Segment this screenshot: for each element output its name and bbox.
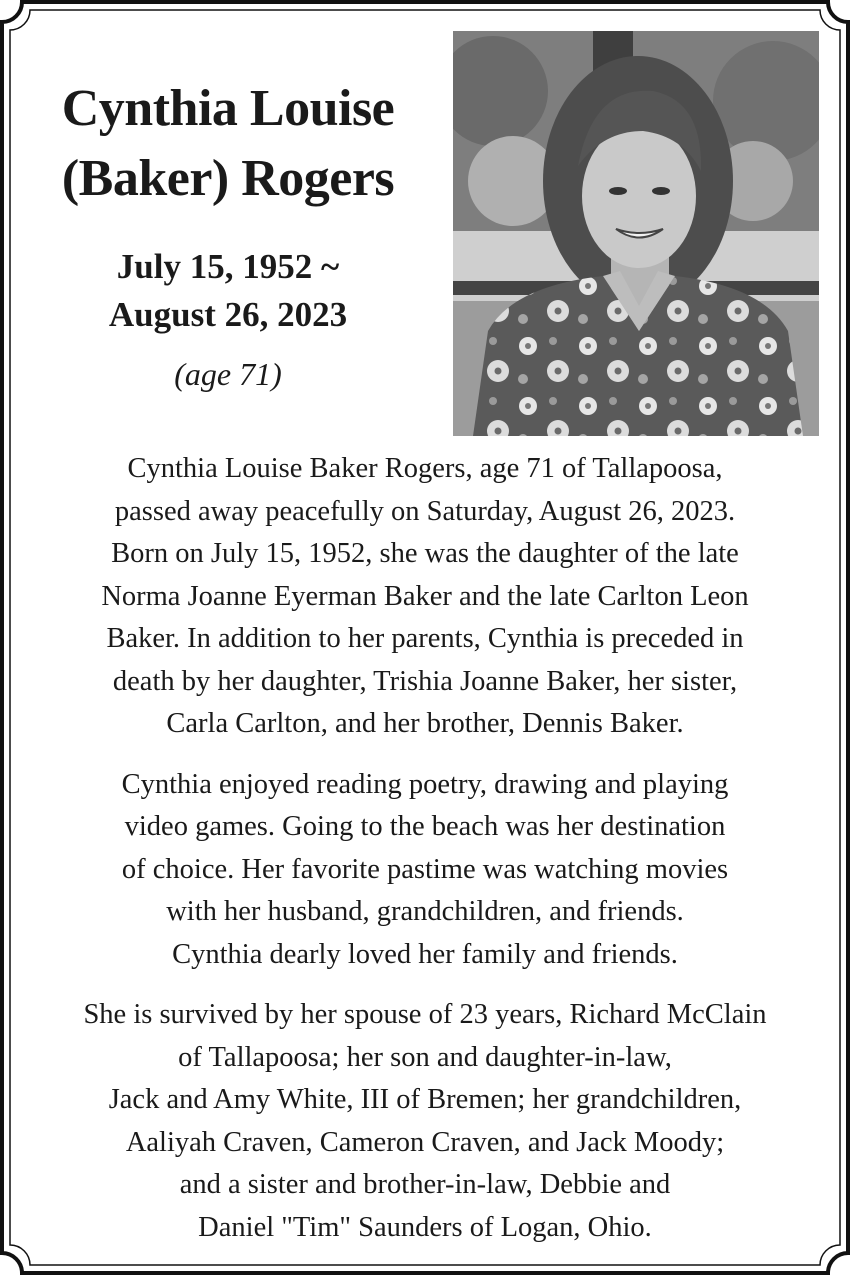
text-line: Cynthia Louise Baker Rogers, age 71 of Tallapoosa, bbox=[127, 453, 723, 484]
date-line-birth: July 15, 1952 ~ bbox=[116, 247, 340, 286]
text-line: Born on July 15, 1952, she was the daughter of the late bbox=[111, 538, 739, 569]
text-line: death by her daughter, Trishia Joanne Baker, her sister, bbox=[112, 665, 738, 697]
paragraph-biography bbox=[30, 448, 820, 746]
text-line: Norma Joanne Eyerman Baker and the late Carlton Leon bbox=[101, 580, 749, 612]
text-line: She is survived by her spouse of 23 years, Richard McClain bbox=[83, 999, 767, 1030]
text-line: of Tallapoosa; her son and daughter-in-law, bbox=[178, 1041, 672, 1073]
text-line: Daniel "Tim" Saunders of Logan, Ohio. bbox=[198, 1211, 652, 1243]
text-line: Baker. In addition to her parents, Cynthia is preceded in bbox=[106, 623, 744, 654]
text-line: Carla Carlton, and her brother, Dennis Baker. bbox=[166, 708, 684, 739]
text-line: Jack and Amy White, III of Bremen; her grandchildren, bbox=[108, 1084, 742, 1115]
name-line-1: Cynthia Louise bbox=[61, 80, 395, 137]
text-line: and a sister and brother-in-law, Debbie and bbox=[179, 1169, 671, 1200]
age-label: (age 71) bbox=[174, 356, 282, 392]
text-line: video games. Going to the beach was her destination bbox=[124, 811, 726, 842]
text-line: Aaliyah Craven, Cameron Craven, and Jack Moody; bbox=[125, 1126, 725, 1158]
portrait-photo bbox=[453, 31, 819, 436]
portrait-icon bbox=[453, 31, 819, 436]
date-line-death: August 26, 2023 bbox=[108, 295, 348, 334]
name-line-2: (Baker) Rogers bbox=[61, 150, 395, 207]
paragraph-survivors bbox=[30, 994, 820, 1249]
text-line: Cynthia dearly loved her family and friends. bbox=[172, 938, 678, 970]
text-line: of choice. Her favorite pastime was watching movies bbox=[121, 853, 729, 885]
life-dates bbox=[18, 243, 438, 339]
text-line: with her husband, grandchildren, and friends. bbox=[166, 896, 684, 927]
obituary-text bbox=[30, 448, 820, 1267]
deceased-name bbox=[18, 74, 438, 214]
text-line: passed away peacefully on Saturday, August 26, 2023. bbox=[114, 495, 736, 527]
text-line: Cynthia enjoyed reading poetry, drawing and playing bbox=[121, 768, 729, 800]
paragraph-interests bbox=[30, 764, 820, 977]
